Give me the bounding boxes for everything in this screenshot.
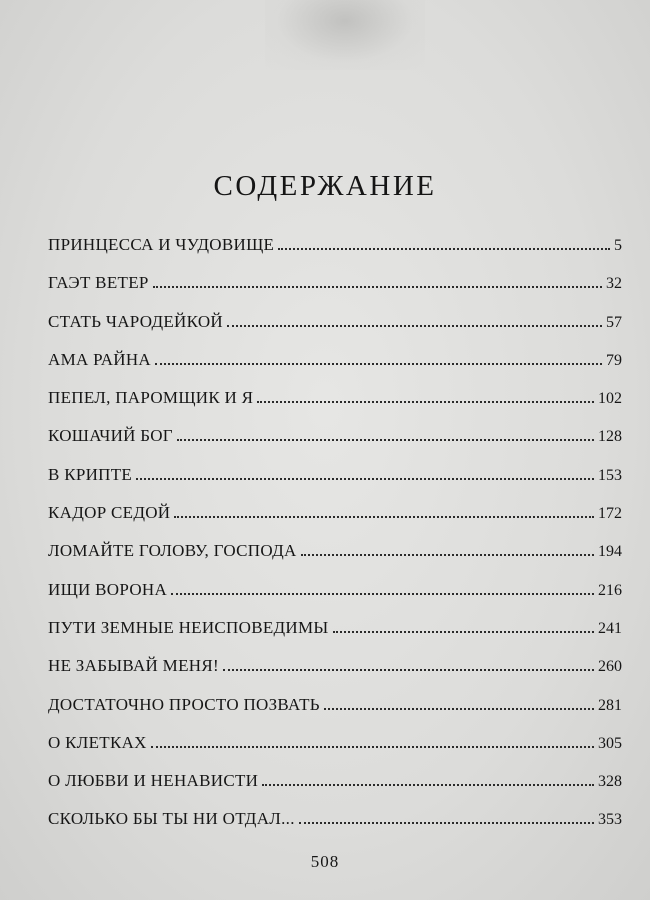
toc-entry [48, 234, 622, 272]
toc-entry-title: ПЕПЕЛ, ПАРОМЩИК И Я [48, 388, 254, 408]
toc-entry-title: ИЩИ ВОРОНА [48, 579, 168, 599]
toc-entry-page: 79 [606, 351, 622, 369]
dot-leader [177, 439, 594, 441]
toc-entry [48, 617, 622, 655]
toc-entry-title: О ЛЮБВИ И НЕНАВИСТИ [48, 771, 259, 791]
toc-entry-page: 153 [598, 466, 622, 484]
page-number: 508 [310, 852, 340, 871]
toc-entry-page: 5 [614, 237, 622, 254]
toc-entry-title: ПУТИ ЗЕМНЫЕ НЕИСПОВЕДИМЫ [48, 617, 329, 637]
toc-entry-title: НЕ ЗАБЫВАЙ МЕНЯ! [48, 656, 219, 676]
toc-entry [48, 464, 622, 502]
toc-entry [48, 502, 622, 540]
toc-entry-page: 353 [598, 811, 622, 829]
toc-entry-page: 102 [598, 390, 622, 408]
dot-leader [299, 822, 594, 824]
toc-entry-title: ПРИНЦЕССА И ЧУДОВИЩЕ [48, 235, 275, 254]
toc-entry-title: АМА РАЙНА [48, 349, 152, 369]
dot-leader [278, 248, 610, 250]
dot-leader [174, 516, 594, 518]
toc-entry [48, 349, 622, 387]
dot-leader [227, 325, 602, 327]
toc-entry-title: ГАЭТ ВЕТЕР [48, 273, 149, 293]
toc-entry-title: КОШАЧИЙ БОГ [48, 426, 173, 446]
toc-entry-title: В КРИПТЕ [48, 464, 133, 484]
toc-entry [48, 311, 622, 349]
dot-leader [324, 708, 594, 710]
toc-entry-page: 241 [598, 619, 622, 637]
dot-leader [153, 286, 602, 288]
dot-leader [151, 746, 594, 748]
toc-entry-title: СКОЛЬКО БЫ ТЫ НИ ОТДАЛ... [48, 809, 295, 829]
toc-entry-title: СТАТЬ ЧАРОДЕЙКОЙ [48, 311, 223, 331]
toc-entry [48, 732, 622, 770]
toc-entry [48, 655, 622, 693]
toc-entry [48, 579, 622, 617]
toc-entry-page: 328 [598, 773, 622, 791]
toc-entry-title: О КЛЕТКАХ [48, 732, 147, 752]
toc-entry-page: 260 [598, 658, 622, 676]
toc-entry-page: 57 [606, 313, 622, 331]
toc-entry-page: 32 [606, 275, 622, 293]
toc-entry [48, 540, 622, 578]
toc-entry [48, 425, 622, 463]
dot-leader [257, 401, 594, 403]
show-through-illustration [265, 0, 425, 70]
dot-leader [171, 593, 594, 595]
table-of-contents [48, 234, 622, 847]
toc-entry [48, 808, 622, 846]
dot-leader [155, 363, 602, 365]
toc-entry-title: ДОСТАТОЧНО ПРОСТО ПОЗВАТЬ [48, 694, 320, 714]
toc-entry-page: 216 [598, 581, 622, 599]
dot-leader [223, 669, 594, 671]
dot-leader [262, 784, 594, 786]
dot-leader [301, 554, 594, 556]
toc-entry-page: 194 [598, 543, 622, 561]
toc-entry [48, 770, 622, 808]
toc-entry-title: КАДОР СЕДОЙ [48, 503, 171, 523]
toc-entry-page: 305 [598, 734, 622, 752]
toc-entry-title: ЛОМАЙТЕ ГОЛОВУ, ГОСПОДА [48, 541, 297, 561]
toc-entry [48, 694, 622, 732]
toc-entry-page: 172 [598, 505, 622, 523]
dot-leader [136, 478, 594, 480]
toc-entry [48, 272, 622, 310]
toc-entry-page: 128 [598, 428, 622, 446]
toc-entry [48, 387, 622, 425]
toc-heading: СОДЕРЖАНИЕ [213, 170, 437, 202]
dot-leader [333, 631, 594, 633]
toc-entry-page: 281 [598, 696, 622, 714]
